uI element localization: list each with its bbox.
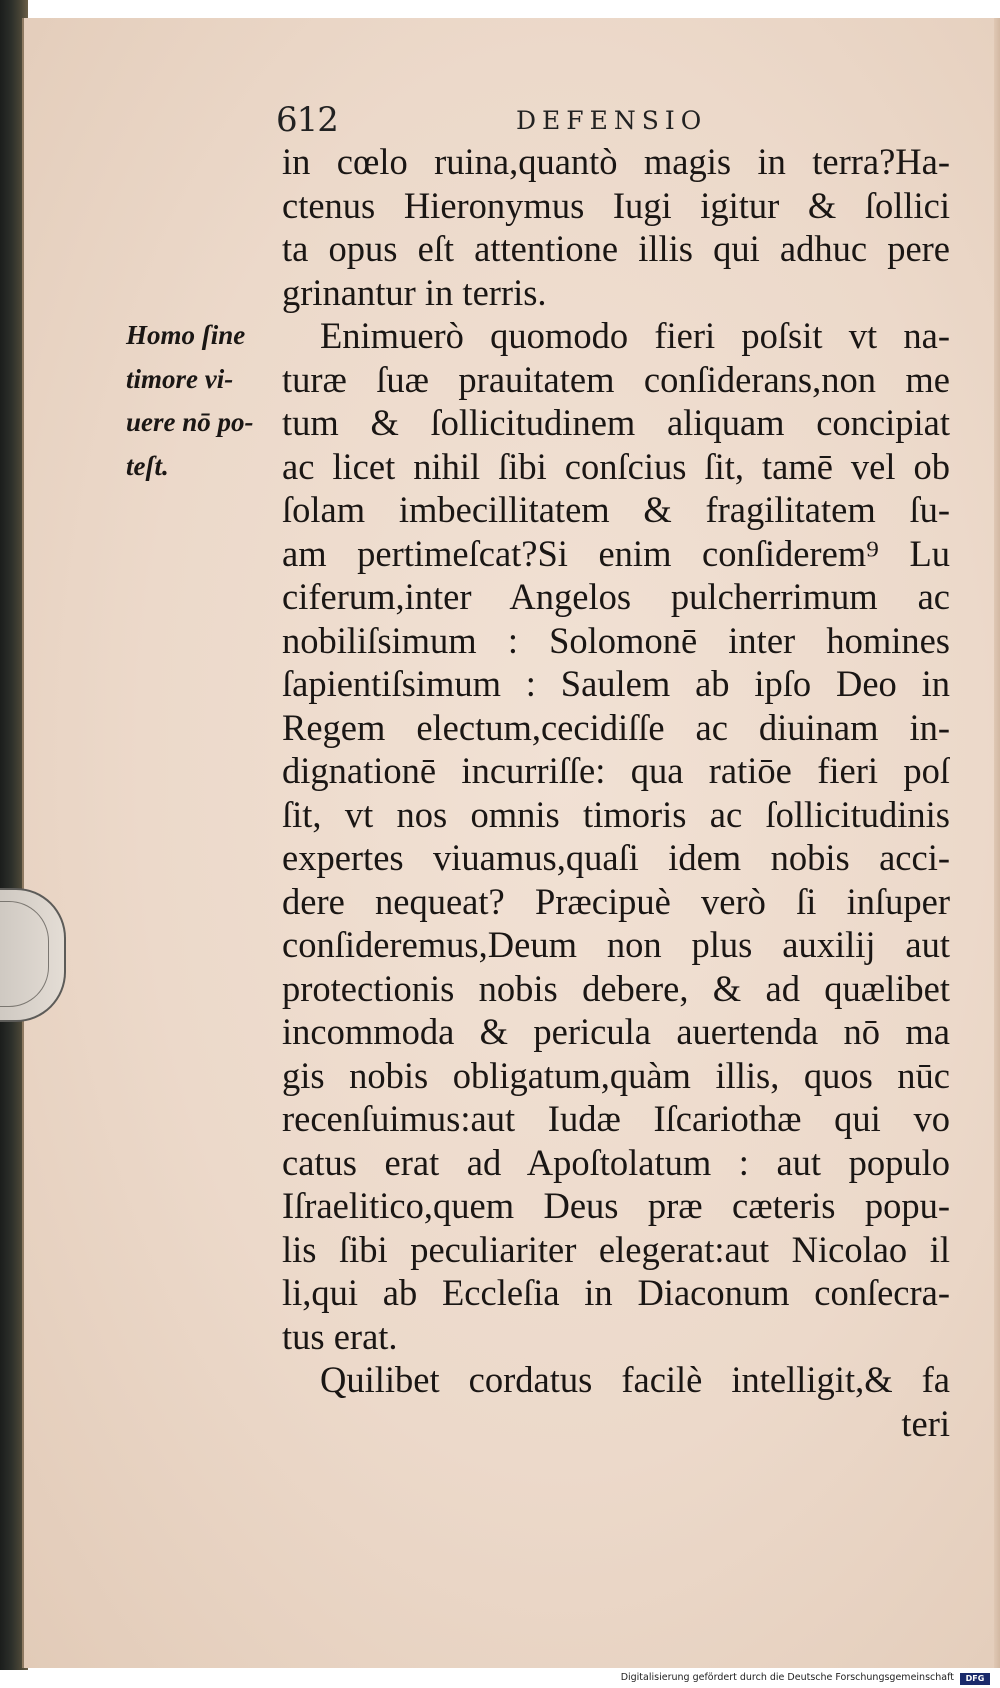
text-line: ſolam imbecillitatem & fragilitatem ſu- bbox=[282, 489, 950, 530]
text-line: ac licet nihil ſibi conſcius ſit, tamē vel ob bbox=[282, 445, 950, 487]
margin-note-line: uere nō po- bbox=[126, 407, 254, 437]
text-line: Iſraelitico,quem Deus præ cæteris popu- bbox=[282, 1185, 950, 1226]
text-line: in cœlo ruina,quantò magis in terra?Ha- bbox=[282, 141, 950, 182]
page-number: 612 bbox=[276, 100, 338, 140]
running-title: DEFENSIO bbox=[516, 106, 708, 135]
text-line: tum & ſollicitudinem aliquam concipiat bbox=[282, 402, 950, 443]
text-line: ctenus Hieronymus Iugi igitur & ſollici bbox=[282, 184, 950, 226]
text-line: li,qui ab Eccleſia in Diaconum conſecra- bbox=[282, 1272, 950, 1313]
text-line: ta opus eſt attentione illis qui adhuc pere bbox=[282, 228, 950, 269]
text-line: protectionis nobis debere, & ad quælibet bbox=[282, 967, 950, 1009]
dfg-logo: DFG bbox=[960, 1673, 990, 1685]
digitization-credit: Digitalisierung gefördert durch die Deutsche Forschungsgemeinschaft bbox=[620, 1672, 954, 1683]
text-line: tus erat. bbox=[282, 1315, 398, 1357]
page-edge bbox=[994, 18, 1000, 1668]
text-line: ſit, vt nos omnis timoris ac ſollicitudinis bbox=[282, 793, 950, 835]
text-line: Enimuerò quomodo fieri poſsit vt na- bbox=[320, 315, 950, 356]
text-line: dignationē incurriſſe: qua ratiōe fieri poſ bbox=[282, 750, 950, 791]
text-line: Regem electum,cecidiſſe ac diuinam in- bbox=[282, 706, 950, 748]
margin-note-line: timore vi- bbox=[126, 363, 234, 394]
text-line: dere nequeat? Præcipuè verò ſi inſuper bbox=[282, 880, 950, 922]
catchword: teri bbox=[901, 1402, 950, 1444]
text-line: turæ ſuæ prauitatem conſiderans,non me bbox=[282, 358, 950, 400]
running-head bbox=[276, 100, 736, 140]
text-line: conſideremus,Deum non plus auxilij aut bbox=[282, 924, 950, 965]
margin-note-line: Homo ſine bbox=[126, 320, 246, 350]
text-line: nobiliſsimum : Solomonē inter homines bbox=[282, 619, 950, 661]
text-line: gis nobis obligatum,quàm illis, quos nūc bbox=[282, 1054, 950, 1096]
margin-note bbox=[126, 314, 286, 488]
text-line: ciferum,inter Angelos pulcherrimum ac bbox=[282, 576, 950, 617]
text-line: am pertimeſcat?Si enim conſiderem⁹ Lu bbox=[282, 532, 950, 574]
text-line: lis ſibi peculiariter elegerat:aut Nicolao il bbox=[282, 1228, 950, 1270]
text-line: catus erat ad Apoſtolatum : aut populo bbox=[282, 1141, 950, 1183]
margin-note-line: teſt. bbox=[126, 450, 169, 481]
text-line: Quilibet cordatus facilè intelligit,& fa bbox=[320, 1359, 950, 1400]
text-line: ſapientiſsimum : Saulem ab ipſo Deo in bbox=[282, 663, 950, 704]
text-line: expertes viuamus,quaſi idem nobis acci- bbox=[282, 837, 950, 878]
body-text bbox=[282, 140, 950, 1445]
text-line: grinantur in terris. bbox=[282, 271, 547, 313]
text-line: incommoda & pericula auertenda nō ma bbox=[282, 1011, 950, 1052]
text-line: recenſuimus:aut Iudæ Iſcariothæ qui vo bbox=[282, 1098, 950, 1139]
